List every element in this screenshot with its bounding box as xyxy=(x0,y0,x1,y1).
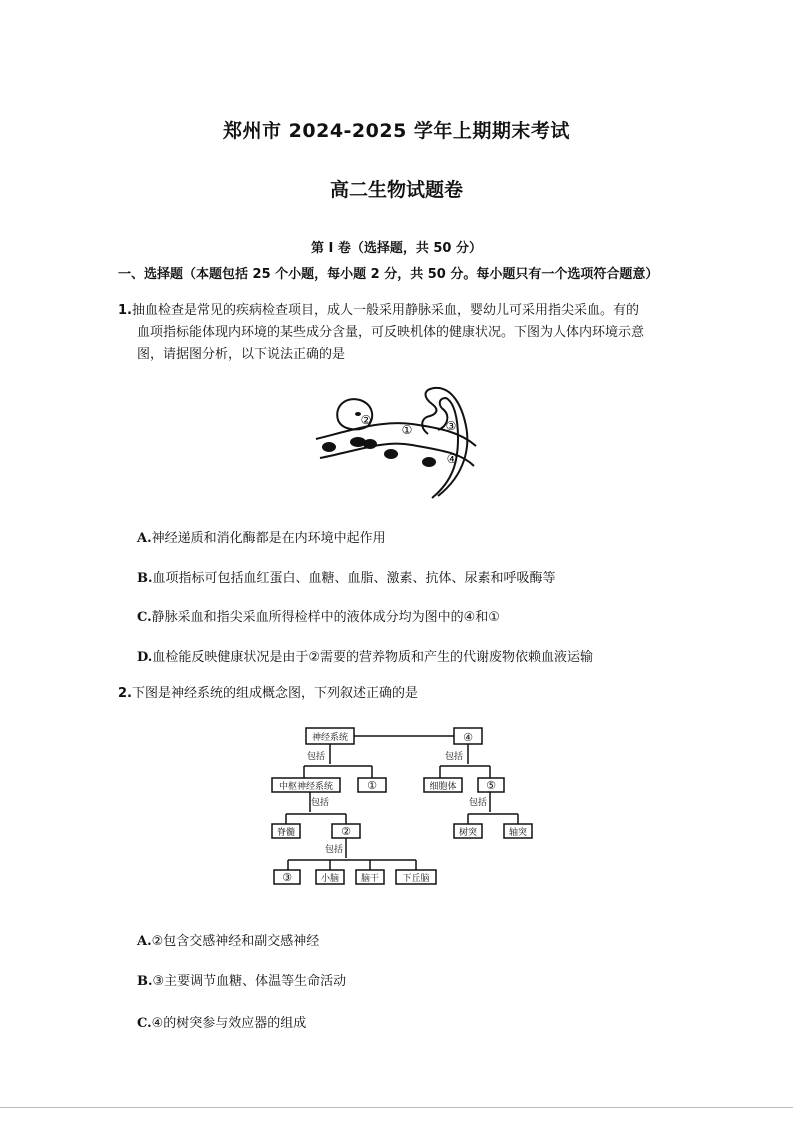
lymphatic-vessel-outer xyxy=(422,388,467,496)
option-b: B.③主要调节血糖、体温等生命活动 xyxy=(137,974,347,989)
option-c: C.静脉采血和指尖采血所得检样中的液体成分均为图中的④和① xyxy=(137,610,500,625)
blood-cell xyxy=(422,457,436,467)
node-4: ④ xyxy=(463,731,473,744)
question-text: 抽血检查是常见的疾病检查项目，成人一般采用静脉采血，婴幼儿可采用指尖采血。有的 xyxy=(131,303,639,318)
label-includes: 包括 xyxy=(310,798,330,808)
blood-cell xyxy=(384,449,398,459)
part-heading: 第 I 卷（选择题，共 50 分） xyxy=(310,241,483,256)
label-1: ① xyxy=(401,423,413,437)
label-4: ④ xyxy=(446,452,458,466)
blood-cell xyxy=(322,442,336,452)
option-b: B.血项指标可包括血红蛋白、血糖、血脂、激素、抗体、尿素和呼吸酶等 xyxy=(137,571,556,586)
node-central-nervous-system: 中枢神经系统 xyxy=(278,782,334,792)
node-axon: 轴突 xyxy=(508,828,528,838)
page-bottom-divider xyxy=(0,1107,793,1108)
node-nervous-system: 神经系统 xyxy=(311,733,349,743)
nervous-system-concept-map xyxy=(268,724,548,894)
internal-environment-figure xyxy=(312,384,482,504)
label-includes: 包括 xyxy=(468,798,488,808)
option-a: A.②包含交感神经和副交感神经 xyxy=(137,934,320,949)
exam-title: 郑州市 2024-2025 学年上期期末考试 xyxy=(223,120,570,142)
label-includes: 包括 xyxy=(306,752,326,762)
node-5: ⑤ xyxy=(486,779,496,792)
question-number: 2. xyxy=(118,686,132,701)
question-1-line-2: 血项指标能体现内环境的某些成分含量，可反映机体的健康状况。下图为人体内环境示意 xyxy=(137,325,645,340)
option-c: C.④的树突参与效应器的组成 xyxy=(137,1016,307,1031)
question-1-line-3: 图，请据图分析，以下说法正确的是 xyxy=(137,347,346,362)
label-3: ③ xyxy=(445,419,457,433)
paper-subject: 高二生物试题卷 xyxy=(329,179,463,201)
option-a: A.神经递质和消化酶都是在内环境中起作用 xyxy=(137,531,386,546)
node-hypothalamus: 下丘脑 xyxy=(402,874,430,884)
label-2: ② xyxy=(360,413,372,427)
node-dendrite: 树突 xyxy=(458,828,478,838)
question-2-stem xyxy=(118,682,418,705)
node-1: ① xyxy=(367,779,377,792)
node-cerebellum: 小脑 xyxy=(320,874,340,884)
label-includes: 包括 xyxy=(324,845,344,855)
node-spinal-cord: 脊髓 xyxy=(276,828,296,838)
question-1-line-1 xyxy=(118,299,639,322)
node-2: ② xyxy=(341,825,351,838)
label-includes: 包括 xyxy=(444,752,464,762)
option-d: D.血检能反映健康状况是由于②需要的营养物质和产生的代谢废物依赖血液运输 xyxy=(137,650,593,665)
section-heading: 一、选择题（本题包括 25 个小题，每小题 2 分，共 50 分。每小题只有一个选项符合题意） xyxy=(118,267,659,282)
blood-cell xyxy=(363,439,377,449)
question-text: 下图是神经系统的组成概念图，下列叙述正确的是 xyxy=(131,686,418,701)
node-3: ③ xyxy=(282,871,292,884)
node-brainstem: 脑干 xyxy=(360,874,380,884)
question-number: 1. xyxy=(118,303,132,318)
node-cell-body: 细胞体 xyxy=(429,782,457,792)
